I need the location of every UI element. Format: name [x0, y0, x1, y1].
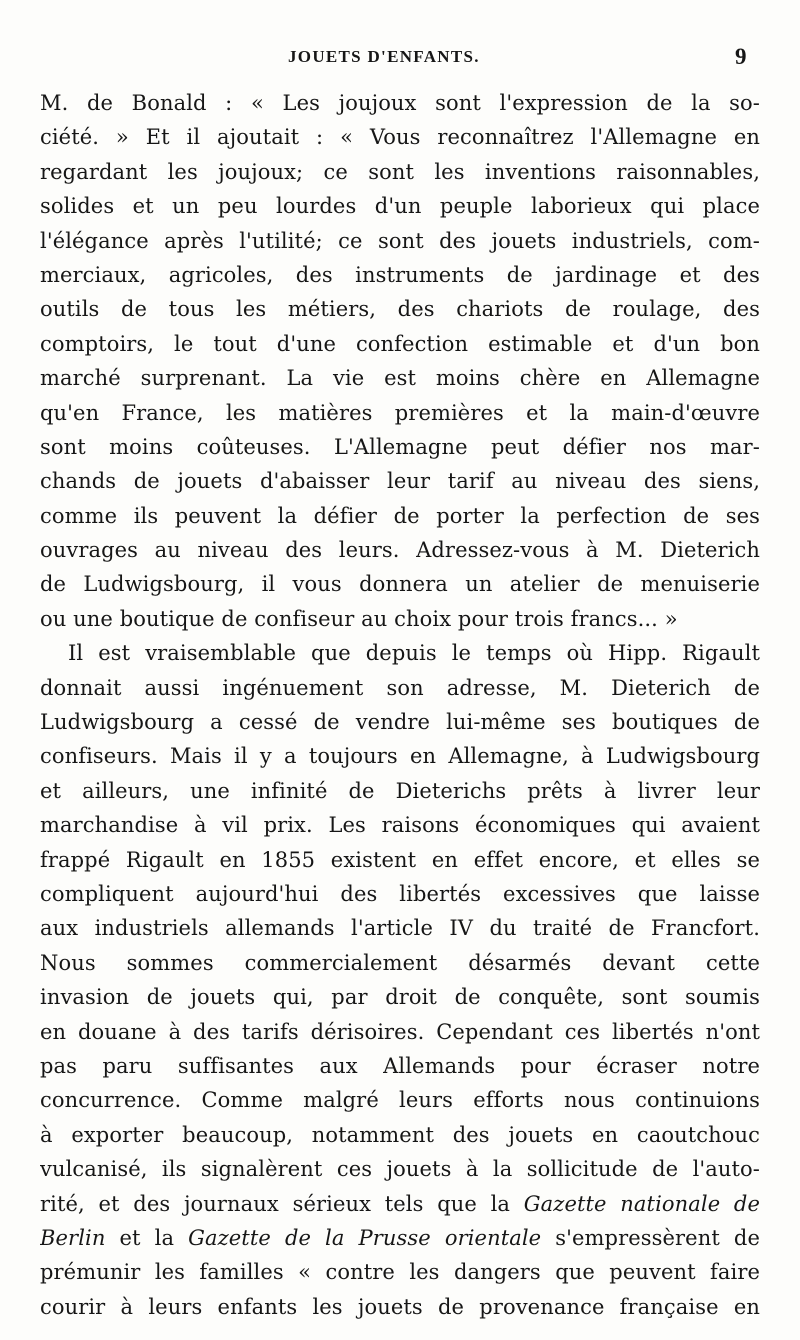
text-line: solides et un peu lourdes d'un peuple laborieux qui place [40, 194, 760, 219]
text-segment: s'empressèrent de [555, 1225, 760, 1250]
text-line: comptoirs, le tout d'une confection estimable et d'un bon [40, 331, 760, 356]
italic-title-gazette-nationale: Gazette nationale de [523, 1191, 760, 1216]
text-line: invasion de jouets qui, par droit de conquête, sont soumis [40, 985, 760, 1010]
text-line: sont moins coûteuses. L'Allemagne peut défier nos mar- [40, 434, 760, 459]
text-line: en douane à des tarifs dérisoires. Cependant ces libertés n'ont [40, 1019, 760, 1044]
text-line: chands de jouets d'abaisser leur tarif au niveau des siens, [40, 469, 760, 494]
text-line: regardant les joujoux; ce sont les inventions raisonnables, [40, 159, 760, 184]
text-line: aux industriels allemands l'article IV du traité de Francfort. [40, 916, 760, 941]
text-segment: et la [119, 1225, 175, 1250]
text-line: confiseurs. Mais il y a toujours en Allemagne, à Ludwigsbourg [40, 744, 760, 769]
page-number: 9 [735, 44, 747, 69]
text-line-with-italic [40, 1187, 760, 1221]
text-line-with-italic [40, 1221, 760, 1255]
text-line: comme ils peuvent la défier de porter la perfection de ses [40, 503, 760, 528]
text-segment: rité, et des journaux sérieux tels que la [40, 1191, 511, 1216]
text-line: Nous sommes commercialement désarmés devant cette [40, 950, 760, 975]
text-line: de Ludwigsbourg, il vous donnera un atelier de menuiserie [40, 572, 760, 597]
text-line: marché surprenant. La vie est moins chère en Allemagne [40, 366, 760, 391]
text-line: outils de tous les métiers, des chariots de roulage, des [40, 297, 760, 322]
text-line: compliquent aujourd'hui des libertés excessives que laisse [40, 881, 760, 906]
text-line: concurrence. Comme malgré leurs efforts nous continuions [40, 1088, 760, 1113]
text-line: l'élégance après l'utilité; ce sont des jouets industriels, com- [40, 228, 760, 253]
running-head [0, 44, 800, 73]
text-line: courir à leurs enfants les jouets de provenance française en [40, 1294, 760, 1319]
text-line: ou une boutique de confiseur au choix pour trois francs... » [40, 606, 678, 631]
text-line: frappé Rigault en 1855 existent en effet encore, et elles se [40, 847, 760, 872]
text-line: marchandise à vil prix. Les raisons économiques qui avaient [40, 813, 760, 838]
text-line: ciété. » Et il ajoutait : « Vous reconnaîtrez l'Allemagne en [40, 125, 760, 150]
italic-title-gazette-prusse: Gazette de la Prusse orientale [188, 1225, 542, 1250]
text-line: merciaux, agricoles, des instruments de jardinage et des [40, 262, 760, 287]
text-line: prémunir les familles « contre les dangers que peuvent faire [40, 1260, 760, 1285]
text-line: qu'en France, les matières premières et la main-d'œuvre [40, 400, 760, 425]
paragraph-first-line: Il est vraisemblable que depuis le temps où Hipp. Rigault [68, 641, 760, 666]
text-line: vulcanisé, ils signalèrent ces jouets à la sollicitude de l'auto- [40, 1157, 760, 1182]
text-line: et ailleurs, une infinité de Dieterichs prêts à livrer leur [40, 778, 760, 803]
body-text [40, 86, 760, 1324]
text-line: pas paru suffisantes aux Allemands pour écraser notre [40, 1053, 760, 1078]
text-line: donnait aussi ingénuement son adresse, M. Dieterich de [40, 675, 760, 700]
text-line: M. de Bonald : « Les joujoux sont l'expression de la so- [40, 91, 760, 115]
running-head-title: JOUETS D'ENFANTS. [288, 47, 480, 66]
italic-title-berlin: Berlin [40, 1225, 106, 1250]
text-line: à exporter beaucoup, notamment des jouets en caoutchouc [40, 1122, 760, 1147]
text-line: ouvrages au niveau des leurs. Adressez-vous à M. Dieterich [40, 538, 760, 563]
text-line: Ludwigsbourg a cessé de vendre lui-même ses boutiques de [40, 710, 760, 735]
